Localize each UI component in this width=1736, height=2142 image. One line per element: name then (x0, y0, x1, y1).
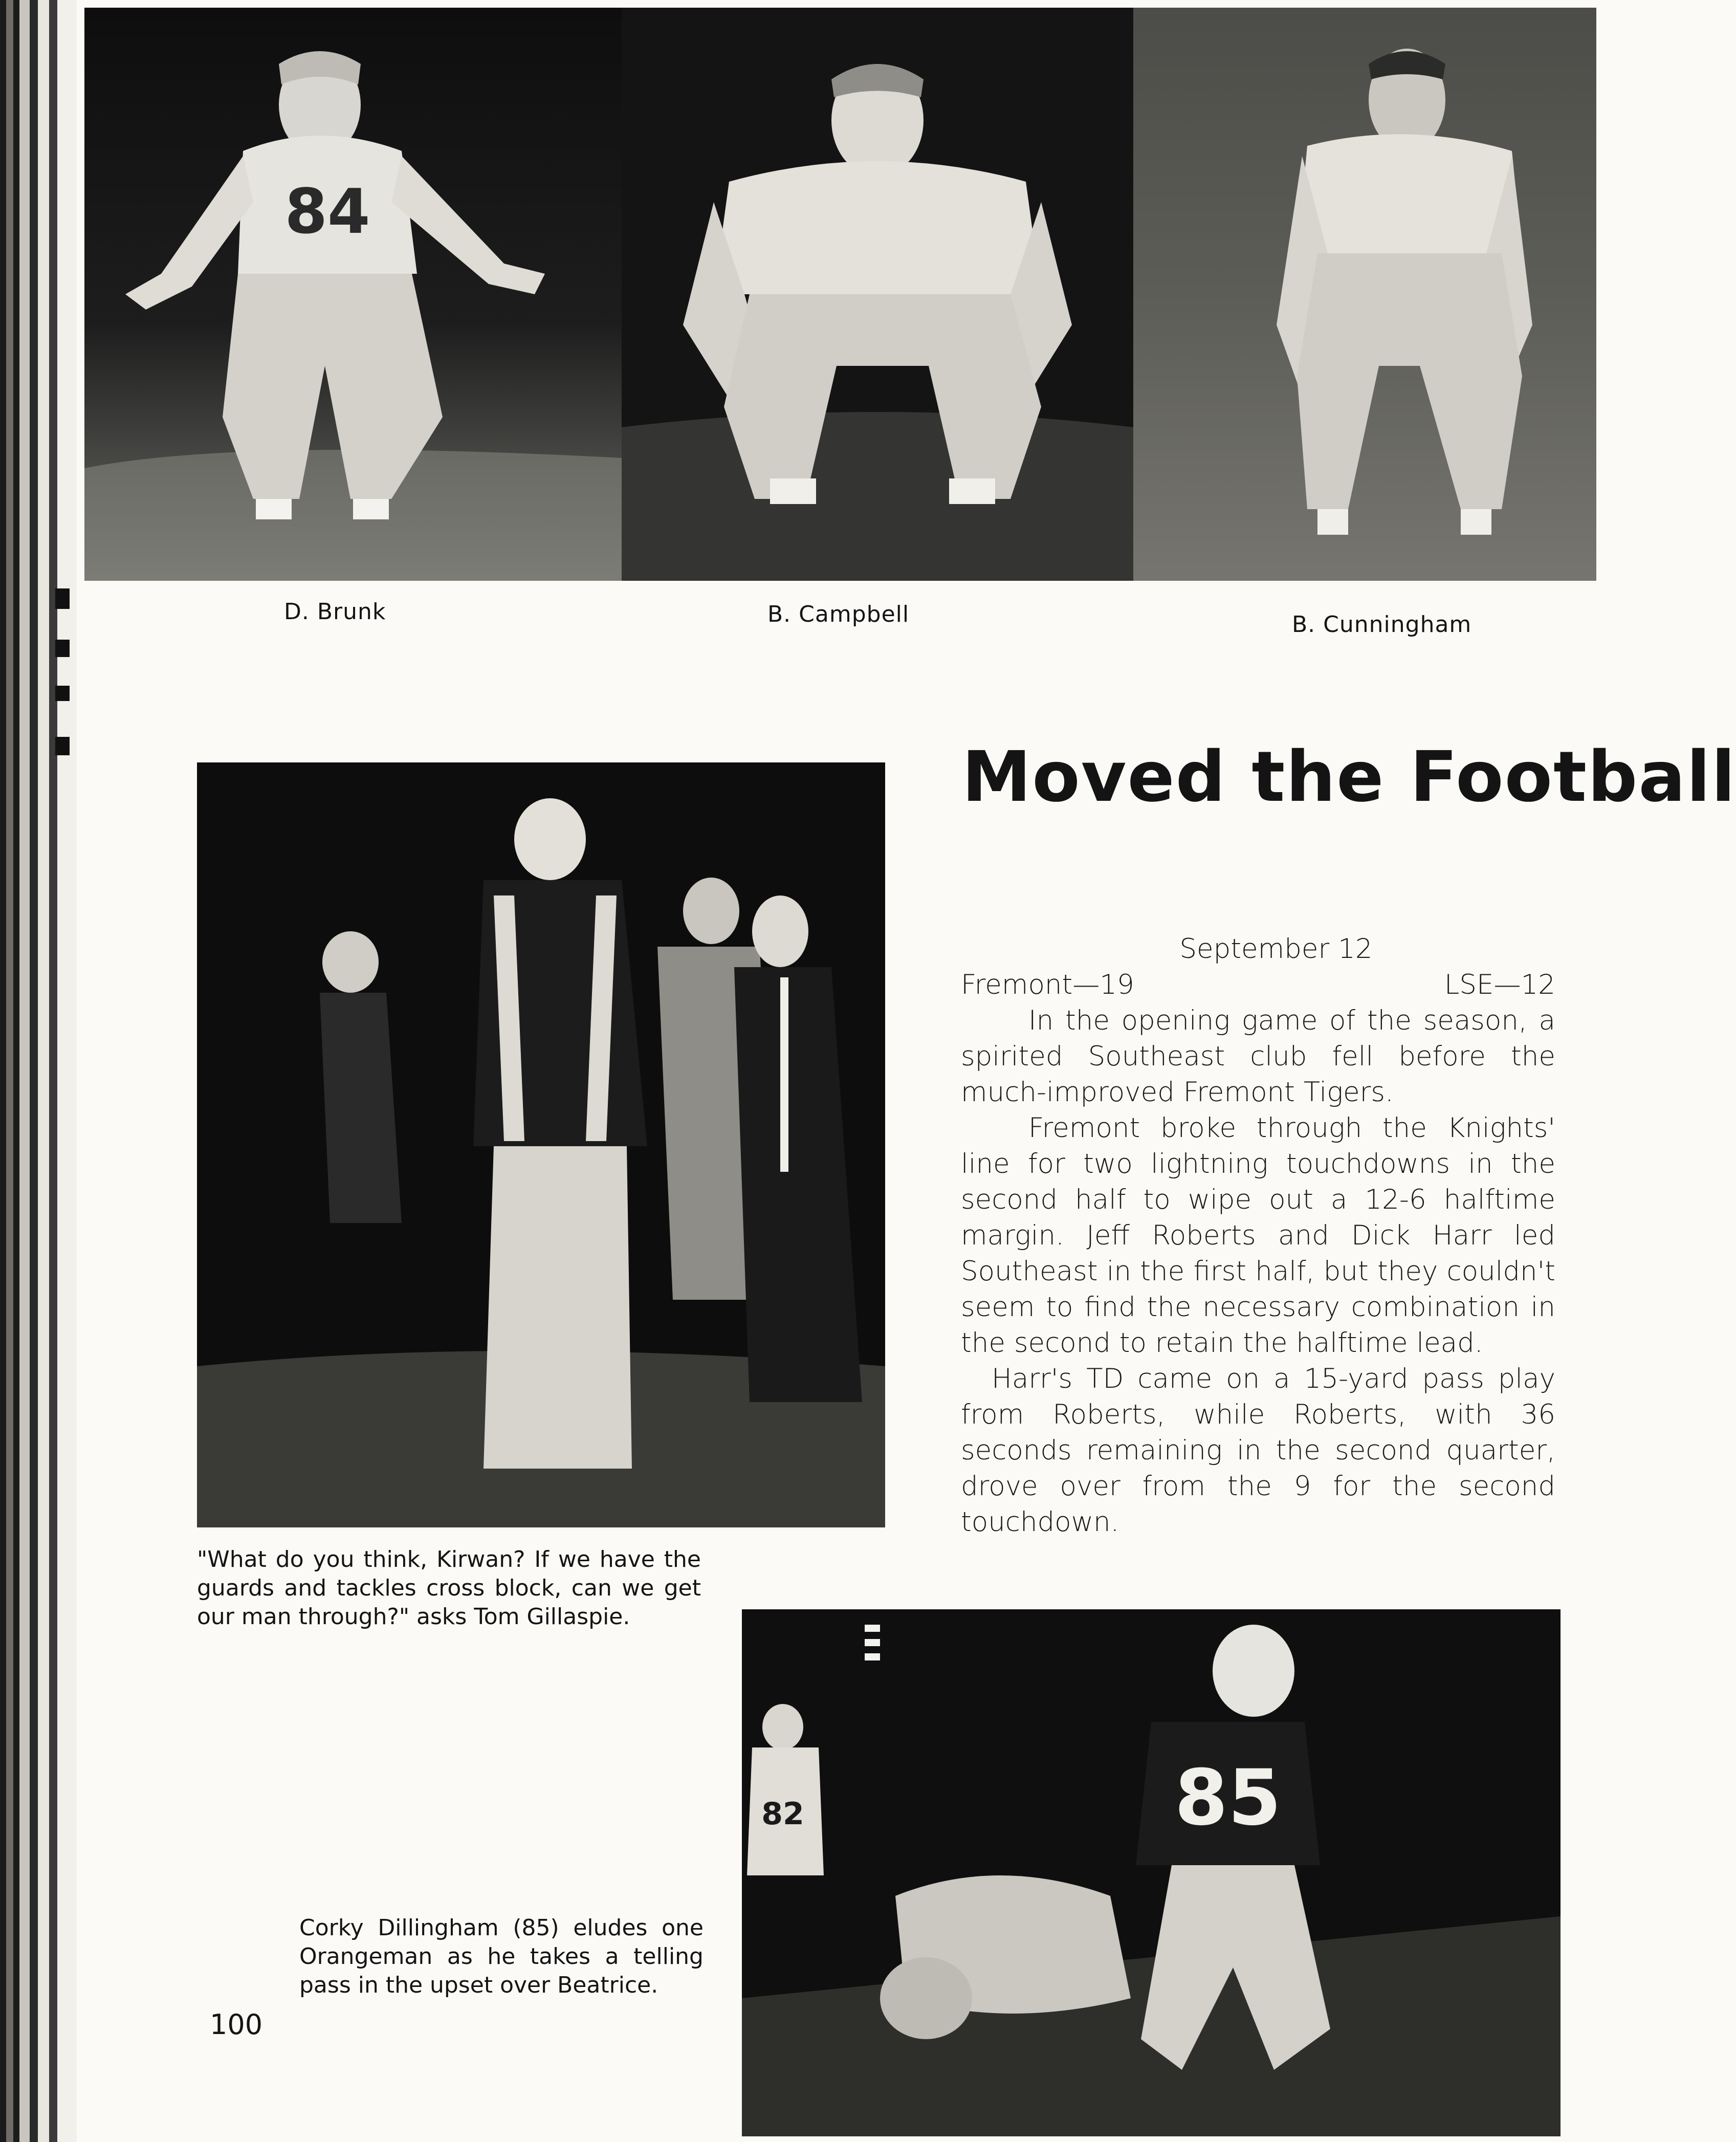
portrait-caption: B. Campbell (767, 601, 910, 627)
binding-tab (55, 737, 70, 755)
page-number: 100 (210, 2008, 263, 2041)
score-lse: LSE—12 (1444, 969, 1555, 1000)
portrait-photo-brunk (84, 8, 622, 581)
action-caption: Corky Dillingham (85) eludes one Orangeman as he takes a telling pass in the upset over Beatrice. (299, 1915, 704, 1998)
portrait-photo-campbell (622, 8, 1133, 581)
sideline-photo (197, 762, 885, 1527)
portrait-photo-cunningham (1133, 8, 1596, 581)
article-body (961, 931, 1555, 1540)
article-title: Moved the Football (962, 737, 1736, 818)
action-photo (742, 1609, 1561, 2136)
score-line (961, 967, 1555, 1003)
runner-jersey-number: 85 (1174, 1754, 1282, 1843)
portrait-caption: D. Brunk (284, 599, 386, 625)
article-paragraph: Harr's TD came on a 15-yard pass play from Roberts, while Roberts, with 36 seconds remaining in the second quarter, drove over from the 9 for the second touchdown. (961, 1363, 1555, 1538)
article-paragraph: Fremont broke through the Knights' line for two lightning touchdowns in the second half to wipe out a 12-6 halftime margin. Jeff Roberts and Dick Harr led Southeast in the first half, but they couldn't seem to find the necessary combination in the second to retain the halftime lead. (961, 1112, 1555, 1359)
binding-tab (55, 686, 70, 701)
binding-edge (0, 0, 77, 2142)
jersey-number: 84 (284, 177, 370, 248)
portrait-caption: B. Cunningham (1292, 611, 1472, 638)
game-date: September 12 (1179, 933, 1373, 965)
opponent-jersey-number: 82 (761, 1796, 804, 1832)
score-fremont: Fremont—19 (961, 969, 1134, 1000)
binding-tab (55, 588, 70, 609)
sideline-caption: "What do you think, Kirwan? If we have the guards and tackles cross block, can we get our man through?" asks Tom Gillaspie. (197, 1546, 701, 1630)
binding-tab (55, 640, 70, 657)
article-paragraph: In the opening game of the season, a spirited Southeast club fell before the much-improved Fremont Tigers. (961, 1005, 1555, 1108)
